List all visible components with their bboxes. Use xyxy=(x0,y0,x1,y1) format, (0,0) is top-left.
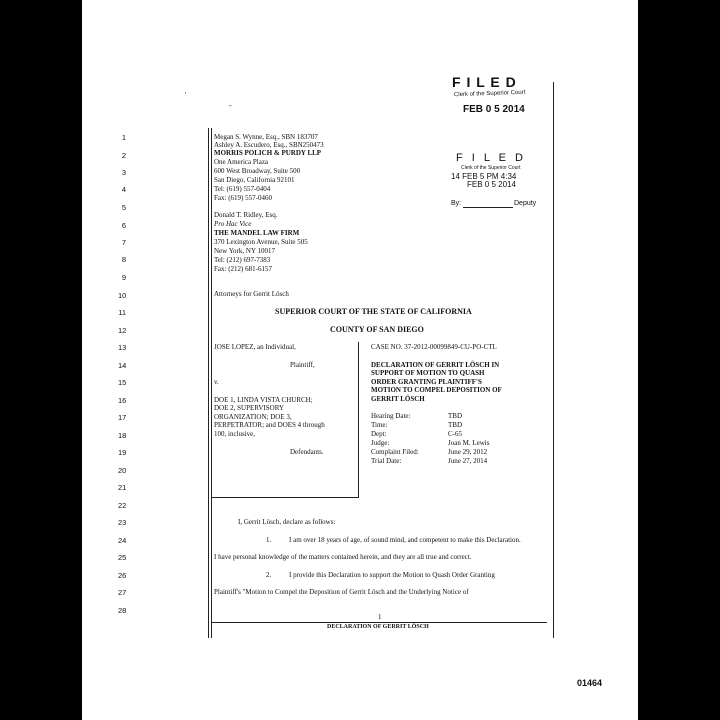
line-number: 13 xyxy=(118,343,127,352)
line-number: 17 xyxy=(118,413,127,422)
fax: Fax: (619) 557-0460 xyxy=(214,194,272,202)
line-number: 2 xyxy=(121,151,126,160)
line-number: 5 xyxy=(121,203,126,212)
bates-number: 01464 xyxy=(577,678,603,688)
court-name: SUPERIOR COURT OF THE STATE OF CALIFORNIA xyxy=(275,307,472,316)
attorney-name: Ashley A. Escudero, Esq., SBN250473 xyxy=(214,141,324,149)
line-number: 21 xyxy=(118,483,127,492)
telephone: Tel: (212) 697-7383 xyxy=(214,256,271,264)
attorney-name: Donald T. Ridley, Esq. xyxy=(214,211,278,219)
telephone: Tel: (619) 557-0404 xyxy=(214,185,271,193)
line-number: 26 xyxy=(118,571,127,580)
footer-rule xyxy=(212,622,547,623)
pro-hac-vice: Pro Hac Vice xyxy=(214,220,252,228)
detail-label: Dept: xyxy=(371,430,387,438)
detail-label: Judge: xyxy=(371,439,390,447)
line-number: 20 xyxy=(118,466,127,475)
filed-date-b: FEB 0 5 2014 xyxy=(467,180,516,189)
body-line: Plaintiff's "Motion to Compel the Deposition of Gerrit Lösch and the Underlying Notice of xyxy=(214,588,469,596)
defendant-line: 100, inclusive, xyxy=(214,430,256,438)
address-line: 600 West Broadway, Suite 500 xyxy=(214,167,301,175)
clerk-label: Clerk of the Superior Court xyxy=(453,89,526,99)
line-number: 12 xyxy=(118,326,127,335)
document-title: SUPPORT OF MOTION TO QUASH xyxy=(371,369,485,377)
signature-line xyxy=(463,207,513,208)
body-line: I have personal knowledge of the matters contained herein, and they are all true and correct. xyxy=(214,553,472,561)
line-number: 10 xyxy=(118,291,127,300)
detail-value: Joan M. Lewis xyxy=(448,439,490,447)
filed-stamp-label: F I L E D xyxy=(452,74,517,90)
deputy-label: Deputy xyxy=(514,200,537,207)
line-number: 9 xyxy=(121,273,126,282)
detail-value: TBD xyxy=(448,421,462,429)
page-number: 1 xyxy=(378,613,382,621)
line-number: 19 xyxy=(118,448,127,457)
detail-label: Complaint Filed: xyxy=(371,448,419,456)
case-number: CASE NO. 37-2012-00099849-CU-PO-CTL xyxy=(371,343,497,351)
line-number: 23 xyxy=(118,518,127,527)
footer-title: DECLARATION OF GERRIT LÖSCH xyxy=(327,624,429,630)
line-number: 3 xyxy=(121,168,126,177)
caption-bottom-line xyxy=(212,497,359,498)
document-title: GERRIT LÖSCH xyxy=(371,395,425,403)
defendant-line: DOE 2, SUPERVISORY xyxy=(214,404,285,412)
detail-value: TBD xyxy=(448,412,462,420)
defendant-line: DOE 1, LINDA VISTA CHURCH; xyxy=(214,396,313,404)
stray-mark: · xyxy=(184,88,187,98)
caption-divider xyxy=(358,342,359,497)
line-number: 1 xyxy=(121,133,126,142)
line-number: 22 xyxy=(118,501,127,510)
left-margin-line xyxy=(211,128,212,638)
body-line: I, Gerrit Lösch, declare as follows: xyxy=(238,518,336,526)
by-label: By: xyxy=(451,200,462,207)
right-margin-line xyxy=(553,82,554,638)
paragraph-number: 2. xyxy=(266,571,272,579)
detail-value: C-65 xyxy=(448,430,462,438)
body-line: I provide this Declaration to support the Motion to Quash Order Granting xyxy=(289,571,495,579)
detail-value: June 29, 2012 xyxy=(448,448,488,456)
document-page xyxy=(82,0,638,720)
detail-value: June 27, 2014 xyxy=(448,457,488,465)
address-line: San Diego, California 92101 xyxy=(214,176,295,184)
line-number: 25 xyxy=(118,553,127,562)
detail-label: Trial Date: xyxy=(371,457,402,465)
document-title: MOTION TO COMPEL DEPOSITION OF xyxy=(371,386,502,394)
plaintiff-label: Plaintiff, xyxy=(290,361,315,369)
line-number: 8 xyxy=(121,255,126,264)
firm-name: THE MANDEL LAW FIRM xyxy=(214,229,300,237)
line-number: 11 xyxy=(118,308,126,317)
fax: Fax: (212) 681-6157 xyxy=(214,265,272,273)
line-number: 16 xyxy=(118,396,127,405)
left-margin-line xyxy=(208,128,209,638)
firm-name: MORRIS POLICH & PURDY LLP xyxy=(214,149,322,157)
attorneys-for: Attorneys for Gerrit Lösch xyxy=(214,290,289,298)
paragraph-number: 1. xyxy=(266,536,272,544)
line-number: 24 xyxy=(118,536,127,545)
address-line: New York, NY 10017 xyxy=(214,247,275,255)
body-line: I am over 18 years of age, of sound mind, and competent to make this Declaration. xyxy=(289,536,521,544)
stray-mark: - xyxy=(229,101,232,110)
defendants-label: Defendants. xyxy=(290,448,324,456)
document-title: DECLARATION OF GERRIT LÖSCH IN xyxy=(371,361,500,369)
clerk-label: Clerk of the Superior Court xyxy=(461,165,521,171)
filed-date: FEB 0 5 2014 xyxy=(463,104,525,115)
county-name: COUNTY OF SAN DIEGO xyxy=(330,325,424,334)
line-number: 28 xyxy=(118,606,127,615)
filed-date-a: 14 FEB 5 PM 4:34 xyxy=(451,172,517,181)
address-line: One America Plaza xyxy=(214,158,269,166)
line-number: 15 xyxy=(118,378,127,387)
line-number: 4 xyxy=(121,185,126,194)
line-number: 18 xyxy=(118,431,127,440)
versus: v. xyxy=(214,378,219,386)
detail-label: Time: xyxy=(371,421,388,429)
address-line: 370 Lexington Avenue, Suite 505 xyxy=(214,238,308,246)
detail-label: Hearing Date: xyxy=(371,412,411,420)
filed-stamp-label: F I L E D xyxy=(456,152,526,164)
plaintiff-name: JOSE LOPEZ, an Individual, xyxy=(214,343,296,351)
line-number: 6 xyxy=(121,221,126,230)
attorney-name: Megan S. Wynne, Esq., SBN 183707 xyxy=(214,133,318,141)
line-number: 14 xyxy=(118,361,127,370)
defendant-line: ORGANIZATION; DOE 3, xyxy=(214,413,292,421)
document-title: ORDER GRANTING PLAINTIFF'S xyxy=(371,378,482,386)
line-number: 27 xyxy=(118,588,127,597)
defendant-line: PERPETRATOR; and DOES 4 through xyxy=(214,421,325,429)
line-number: 7 xyxy=(121,238,126,247)
